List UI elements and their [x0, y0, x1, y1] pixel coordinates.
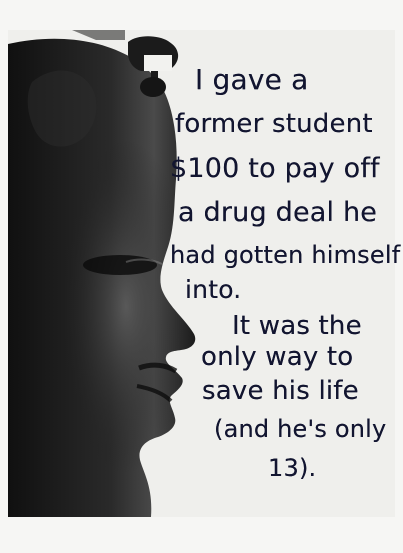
portrait-photo — [8, 30, 395, 517]
message-line-2: former student — [175, 109, 373, 139]
message-line-10: (and he's only — [214, 415, 387, 443]
message-line-7: It was the — [232, 311, 362, 341]
message-line-11: 13). — [268, 454, 317, 482]
message-line-4: a drug deal he — [178, 197, 378, 228]
message-line-3: $100 to pay off — [170, 153, 380, 184]
message-line-6: into. — [185, 275, 242, 304]
message-line-8: only way to — [201, 342, 354, 372]
message-line-9: save his life — [202, 376, 359, 406]
message-line-1: I gave a — [195, 63, 309, 96]
message-line-5: had gotten himself — [170, 241, 401, 269]
portrait-silhouette — [8, 30, 395, 517]
